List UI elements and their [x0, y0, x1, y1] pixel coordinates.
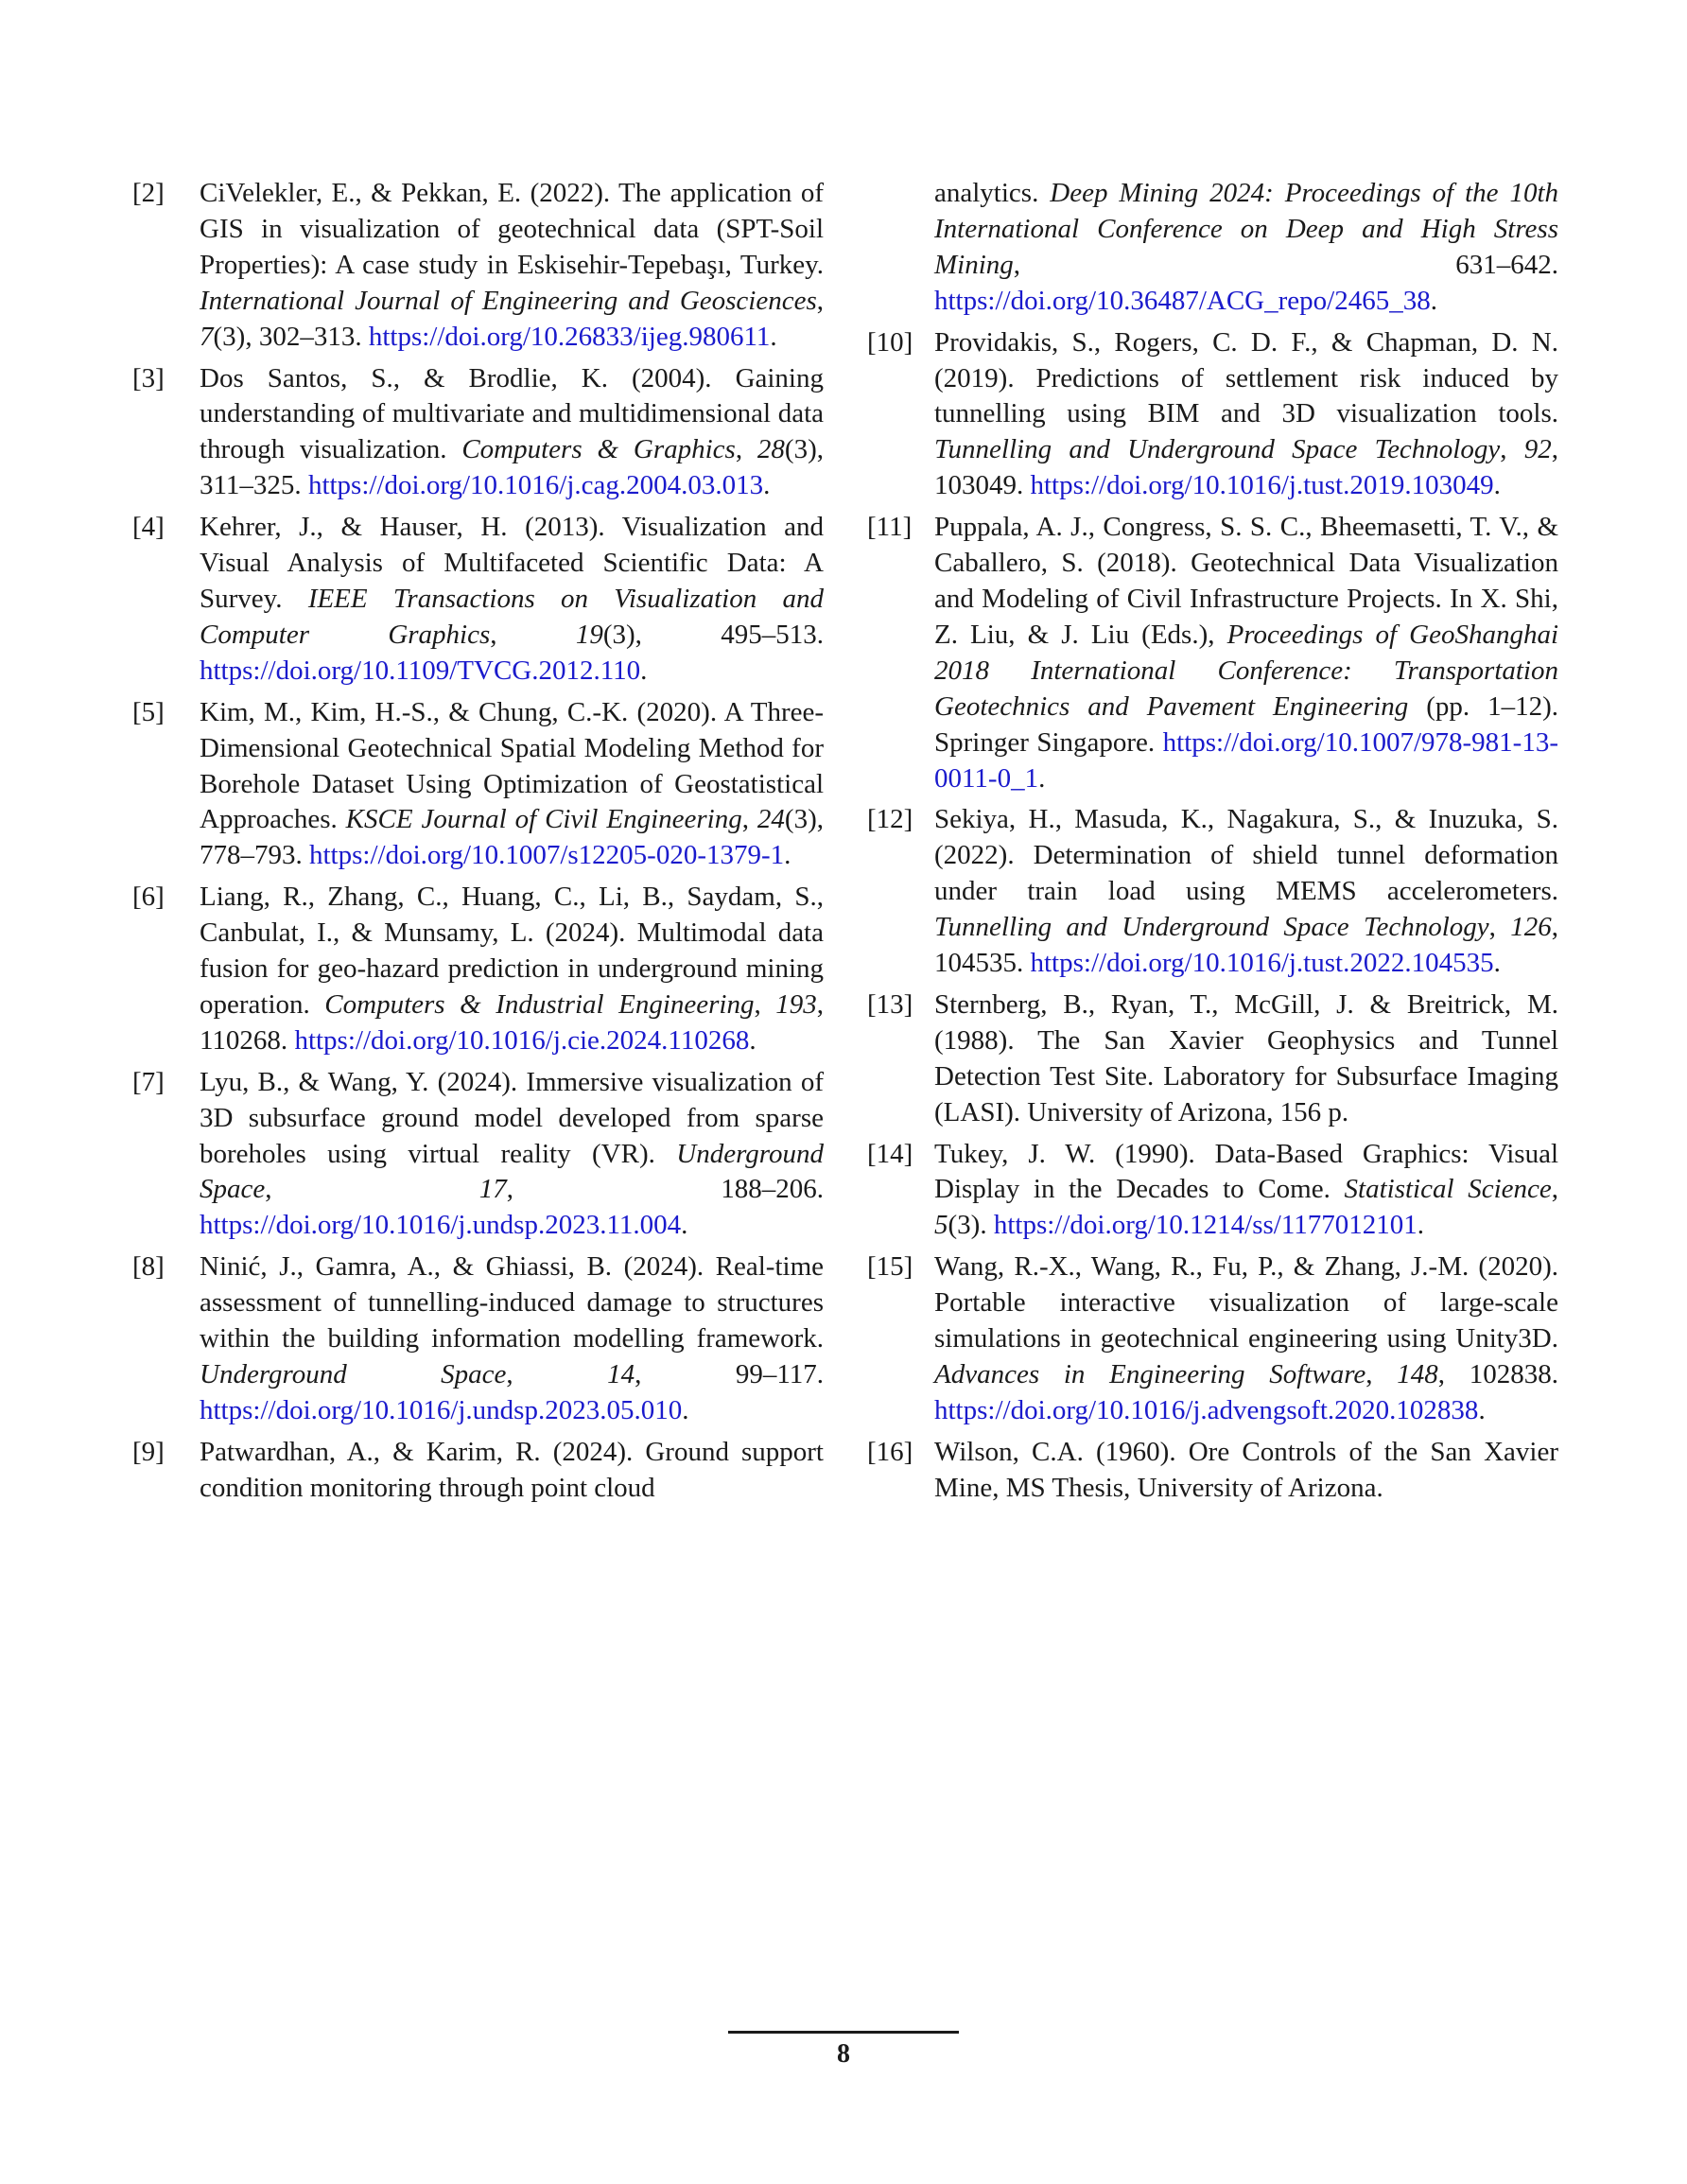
- reference-number: [13]: [867, 988, 913, 1020]
- reference-italic-text: Advances in Engineering Software: [934, 1359, 1366, 1389]
- reference-item: [867, 987, 1558, 1131]
- reference-italic-text: 126: [1510, 912, 1552, 943]
- reference-text-segment: ,: [735, 434, 757, 465]
- reference-italic-text: Computers & Industrial Engineering: [324, 988, 755, 1020]
- reference-number: [14]: [867, 1138, 913, 1169]
- reference-italic-text: 19: [575, 619, 603, 650]
- doi-link[interactable]: https://doi.org/10.1007/s12205-020-1379-1: [309, 840, 785, 871]
- reference-text-segment: .: [640, 655, 648, 686]
- reference-text-segment: Sekiya, H., Masuda, K., Nagakura, S., & Inuzuka, S. (2022). Determination of shield tunnel deformation under train load using MEMS accelerometers.: [934, 804, 1558, 907]
- reference-item: [132, 1249, 824, 1429]
- reference-text: [934, 987, 1558, 1131]
- reference-text-segment: Sternberg, B., Ryan, T., McGill, J. & Breitrick, M. (1988). The San Xavier Geophysics and Tunnel Detection Test Site. Laboratory for Subsurface Imaging (LASI). University of Arizona, 156 p.: [934, 988, 1558, 1127]
- reference-italic-text: Underground Space: [200, 1138, 824, 1205]
- reference-number: [6]: [132, 882, 165, 913]
- reference-number: [7]: [132, 1066, 165, 1097]
- reference-text-segment: Patwardhan, A., & Karim, R. (2024). Ground support condition monitoring through point cloud: [200, 1436, 824, 1503]
- reference-item: [132, 695, 824, 875]
- reference-text: [934, 802, 1558, 982]
- reference-text-segment: Providakis, S., Rogers, C. D. F., & Chapman, D. N. (2019). Predictions of settlement risk induced by tunnelling using BIM and 3D visualization tools.: [934, 326, 1558, 429]
- reference-text-segment: , 103049.: [934, 434, 1559, 501]
- reference-text-segment: ,: [816, 285, 824, 316]
- page-number: 8: [837, 2039, 850, 2069]
- doi-link[interactable]: https://doi.org/10.1109/TVCG.2012.110: [200, 655, 641, 686]
- reference-text-segment: ,: [490, 619, 576, 650]
- reference-text: [200, 176, 824, 356]
- reference-text-segment: .: [1493, 470, 1501, 501]
- reference-text-segment: (3), 311–325.: [200, 434, 824, 501]
- reference-item: [132, 880, 824, 1059]
- reference-text-segment: Liang, R., Zhang, C., Huang, C., Li, B., Saydam, S., Canbulat, I., & Munsamy, L. (2024). Multimodal data fusion for geo-hazard prediction in underground mining operation.: [200, 882, 824, 1020]
- reference-italic-text: International Journal of Engineering and Geosciences: [200, 285, 817, 316]
- reference-text: [200, 880, 824, 1059]
- reference-text-segment: Lyu, B., & Wang, Y. (2024). Immersive visualization of 3D subsurface ground model developed from sparse boreholes using virtual reality (VR).: [200, 1066, 824, 1169]
- doi-link[interactable]: https://doi.org/10.1016/j.undsp.2023.11.004: [200, 1210, 682, 1241]
- reference-text: [200, 361, 824, 505]
- reference-text-segment: , 188–206.: [506, 1174, 824, 1205]
- reference-italic-text: 193: [775, 988, 817, 1020]
- doi-link[interactable]: https://doi.org/10.1016/j.tust.2019.103049: [1030, 470, 1494, 501]
- reference-text-segment: Tukey, J. W. (1990). Data-Based Graphics: Visual Display in the Decades to Come.: [934, 1138, 1558, 1205]
- reference-italic-text: IEEE Transactions on Visualization and Computer Graphics: [200, 583, 825, 650]
- reference-text-segment: .: [749, 1024, 757, 1056]
- reference-text-segment: Wang, R.-X., Wang, R., Fu, P., & Zhang, J.-M. (2020). Portable interactive visualization of large-scale simulations in geotechnical engineering using Unity3D.: [934, 1251, 1558, 1354]
- reference-text-segment: ,: [754, 988, 776, 1020]
- reference-italic-text: 17: [478, 1174, 507, 1205]
- reference-text-segment: , 110268.: [200, 988, 825, 1056]
- doi-link[interactable]: https://doi.org/10.26833/ijeg.980611: [368, 321, 771, 352]
- reference-text-segment: Kehrer, J., & Hauser, H. (2013). Visualization and Visual Analysis of Multifaceted Scientific Data: A Survey.: [200, 512, 824, 614]
- reference-text-segment: CiVelekler, E., & Pekkan, E. (2022). The application of GIS in visualization of geotechnical data (SPT-Soil Properties): A case study in Eskisehir-Tepebaşı, Turkey.: [200, 178, 824, 280]
- reference-text-segment: .: [1478, 1394, 1486, 1425]
- reference-italic-text: Statistical Science: [1344, 1174, 1552, 1205]
- reference-text-segment: ,: [1488, 912, 1511, 943]
- reference-italic-text: 148: [1397, 1359, 1438, 1389]
- reference-italic-text: 14: [607, 1359, 635, 1389]
- reference-italic-text: Tunnelling and Underground Space Technology: [934, 434, 1501, 465]
- reference-text: [200, 510, 824, 690]
- reference-number: [4]: [132, 512, 165, 543]
- reference-item: [867, 1435, 1558, 1507]
- reference-text-segment: ,: [741, 804, 757, 835]
- reference-italic-text: Tunnelling and Underground Space Technology: [934, 912, 1489, 943]
- reference-text-segment: .: [770, 321, 777, 352]
- reference-italic-text: Deep Mining 2024: Proceedings of the 10th International Conference on Deep and High Stress Mining: [934, 178, 1558, 280]
- reference-text: [934, 176, 1558, 320]
- reference-text-segment: ,: [265, 1174, 479, 1205]
- reference-number: [10]: [867, 326, 913, 358]
- reference-italic-text: 28: [757, 434, 785, 465]
- reference-text-segment: .: [1038, 762, 1046, 794]
- reference-text-segment: ,: [506, 1359, 608, 1389]
- reference-item: [867, 325, 1558, 505]
- reference-item: [867, 802, 1558, 982]
- reference-text: [934, 1137, 1558, 1245]
- reference-italic-text: Underground Space: [200, 1359, 507, 1389]
- reference-text: [934, 510, 1558, 796]
- doi-link[interactable]: https://doi.org/10.1016/j.tust.2022.104535: [1030, 948, 1494, 979]
- doi-link[interactable]: https://doi.org/10.1016/j.cag.2004.03.013: [307, 470, 764, 501]
- reference-text: [200, 1065, 824, 1245]
- reference-number: [11]: [867, 512, 913, 543]
- reference-text-segment: .: [763, 470, 771, 501]
- reference-text-segment: Ninić, J., Gamra, A., & Ghiassi, B. (2024). Real-time assessment of tunnelling-induced damage to structures within the building information modelling framework.: [200, 1251, 824, 1354]
- reference-text-segment: .: [1493, 948, 1501, 979]
- reference-text-segment: Wilson, C.A. (1960). Ore Controls of the San Xavier Mine, MS Thesis, University of Arizona.: [934, 1436, 1558, 1503]
- reference-text-segment: .: [1430, 285, 1437, 316]
- reference-item: [867, 510, 1558, 796]
- reference-text-segment: ,: [1365, 1359, 1398, 1389]
- reference-text-segment: .: [1417, 1210, 1425, 1241]
- reference-item: [132, 1065, 824, 1245]
- reference-text-segment: (3), 302–313.: [213, 321, 369, 352]
- reference-text-segment: (pp. 1–12). Springer Singapore.: [934, 690, 1558, 758]
- reference-item: [867, 176, 1558, 320]
- reference-italic-text: 24: [757, 804, 785, 835]
- reference-text-segment: ,: [1500, 434, 1524, 465]
- reference-number: [15]: [867, 1251, 913, 1283]
- reference-text-segment: , 99–117.: [635, 1359, 824, 1389]
- reference-italic-text: 7: [200, 321, 214, 352]
- reference-text-segment: .: [681, 1210, 688, 1241]
- reference-item: [132, 176, 824, 356]
- reference-text-segment: (3), 778–793.: [200, 804, 824, 871]
- reference-italic-text: Proceedings of GeoShanghai 2018 International Conference: Transportation Geotechnics and Pavement Engineering: [934, 619, 1559, 722]
- reference-text: [934, 325, 1558, 505]
- reference-number: [3]: [132, 362, 165, 393]
- reference-italic-text: Computers & Graphics: [461, 434, 736, 465]
- reference-text-segment: (3).: [948, 1210, 994, 1241]
- reference-number: [12]: [867, 804, 913, 835]
- reference-text-segment: Dos Santos, S., & Brodlie, K. (2004). Gaining understanding of multivariate and multidimensional data through visualization.: [200, 362, 824, 465]
- reference-text-segment: (3), 495–513.: [602, 619, 824, 650]
- reference-text-segment: analytics.: [934, 178, 1051, 208]
- reference-italic-text: KSCE Journal of Civil Engineering: [345, 804, 742, 835]
- doi-link[interactable]: https://doi.org/10.1214/ss/1177012101: [993, 1210, 1417, 1241]
- reference-column-left: [132, 176, 824, 1512]
- reference-item: [132, 361, 824, 505]
- reference-item: [132, 1435, 824, 1507]
- reference-text: [200, 695, 824, 875]
- reference-text: [934, 1249, 1558, 1429]
- reference-item: [132, 510, 824, 690]
- reference-text-segment: .: [784, 840, 791, 871]
- doi-link[interactable]: https://doi.org/10.36487/ACG_repo/2465_38: [934, 285, 1431, 316]
- reference-number: [2]: [132, 178, 165, 208]
- reference-text-segment: .: [682, 1394, 689, 1425]
- reference-text-segment: ,: [1551, 1174, 1558, 1205]
- reference-text: [934, 1435, 1558, 1507]
- reference-text-segment: , 102838.: [1437, 1359, 1558, 1389]
- reference-number: [9]: [132, 1436, 165, 1467]
- doi-link[interactable]: https://doi.org/10.1007/978-981-13-0011-0_1: [934, 726, 1558, 794]
- reference-column-right: [867, 176, 1558, 1512]
- reference-number: [5]: [132, 696, 165, 727]
- reference-text-segment: , 104535.: [934, 912, 1559, 979]
- reference-text: [200, 1435, 824, 1507]
- reference-italic-text: 5: [934, 1210, 948, 1241]
- reference-item: [867, 1137, 1558, 1245]
- reference-number: [16]: [867, 1436, 913, 1467]
- reference-item: [867, 1249, 1558, 1429]
- footer-rule: [728, 2031, 959, 2034]
- reference-text: [200, 1249, 824, 1429]
- doi-link[interactable]: https://doi.org/10.1016/j.cie.2024.110268: [294, 1024, 750, 1056]
- reference-text-segment: Puppala, A. J., Congress, S. S. C., Bheemasetti, T. V., & Caballero, S. (2018). Geotechnical Data Visualization and Modeling of Civil Infrastructure Projects. In X. Shi, Z. Liu, & J. Liu (Eds.),: [934, 512, 1558, 650]
- reference-text-segment: Kim, M., Kim, H.-S., & Chung, C.-K. (2020). A Three-Dimensional Geotechnical Spatial Modeling Method for Borehole Dataset Using Optimization of Geostatistical Approaches.: [200, 696, 824, 835]
- doi-link[interactable]: https://doi.org/10.1016/j.advengsoft.2020.102838: [934, 1394, 1479, 1425]
- reference-text-segment: , 631–642.: [1013, 249, 1558, 280]
- reference-italic-text: 92: [1523, 434, 1552, 465]
- doi-link[interactable]: https://doi.org/10.1016/j.undsp.2023.05.010: [200, 1394, 683, 1425]
- reference-number: [8]: [132, 1251, 165, 1283]
